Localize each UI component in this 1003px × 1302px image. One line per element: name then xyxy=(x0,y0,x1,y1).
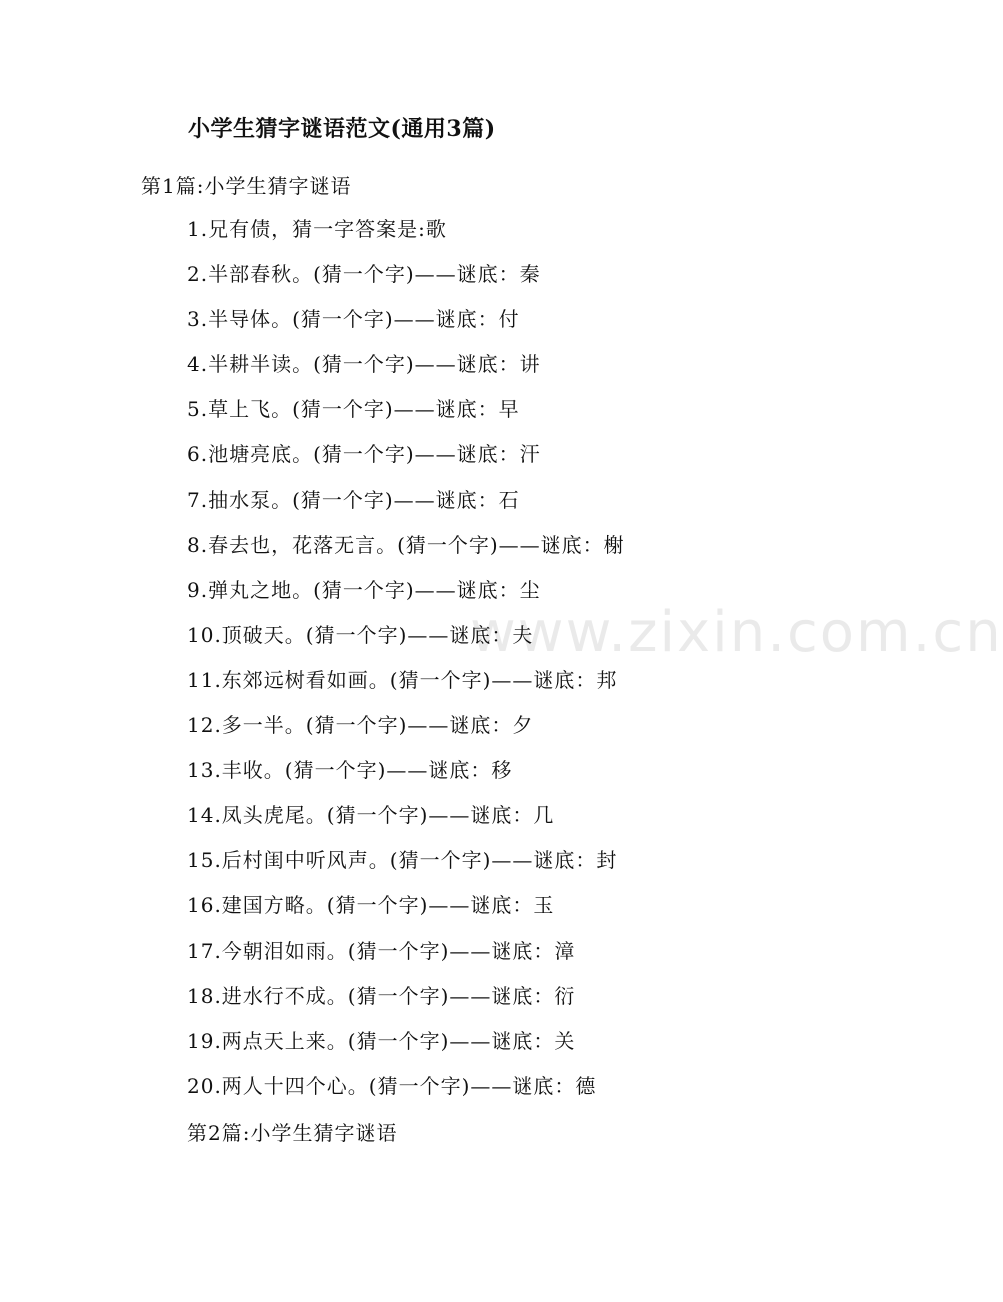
riddle-item: 4.半耕半读。(猜一个字)——谜底：讲 xyxy=(187,352,541,377)
riddle-item: 1.兄有债，猜一字答案是:歌 xyxy=(187,217,447,241)
document-title: 小学生猜字谜语范文(通用3篇) xyxy=(188,116,496,142)
riddle-item: 12.多一半。(猜一个字)——谜底：夕 xyxy=(187,713,534,738)
riddle-item: 13.丰收。(猜一个字)——谜底：移 xyxy=(187,758,513,783)
watermark: www.zixin.com.cn xyxy=(470,600,1003,665)
riddle-item: 19.两点天上来。(猜一个字)——谜底：关 xyxy=(187,1028,576,1053)
riddle-item: 17.今朝泪如雨。(猜一个字)——谜底：漳 xyxy=(187,938,576,963)
riddle-item: 6.池塘亮底。(猜一个字)——谜底：汗 xyxy=(187,442,541,467)
riddle-item: 10.顶破天。(猜一个字)——谜底：夫 xyxy=(187,622,534,647)
riddle-item: 15.后村闺中听风声。(猜一个字)——谜底：封 xyxy=(187,848,618,873)
riddle-item: 7.抽水泵。(猜一个字)——谜底：石 xyxy=(187,487,520,512)
riddle-item: 16.建国方略。(猜一个字)——谜底：玉 xyxy=(187,893,555,918)
riddle-item: 3.半导体。(猜一个字)——谜底：付 xyxy=(187,307,520,332)
riddle-list xyxy=(187,215,625,1117)
section-heading-2: 第2篇:小学生猜字谜语 xyxy=(187,1121,398,1145)
riddle-item: 20.两人十四个心。(猜一个字)——谜底：德 xyxy=(187,1073,597,1098)
section-heading-1: 第1篇:小学生猜字谜语 xyxy=(141,174,352,198)
riddle-item: 18.进水行不成。(猜一个字)——谜底：衍 xyxy=(187,983,576,1008)
riddle-item: 9.弹丸之地。(猜一个字)——谜底：尘 xyxy=(187,577,541,602)
riddle-item: 14.凤头虎尾。(猜一个字)——谜底：几 xyxy=(187,803,555,828)
riddle-item: 5.草上飞。(猜一个字)——谜底：早 xyxy=(187,397,520,422)
riddle-item: 11.东郊远树看如画。(猜一个字)——谜底：邦 xyxy=(187,667,618,692)
riddle-item: 8.春去也，花落无言。(猜一个字)——谜底：榭 xyxy=(187,532,625,557)
riddle-item: 2.半部春秋。(猜一个字)——谜底：秦 xyxy=(187,262,541,287)
